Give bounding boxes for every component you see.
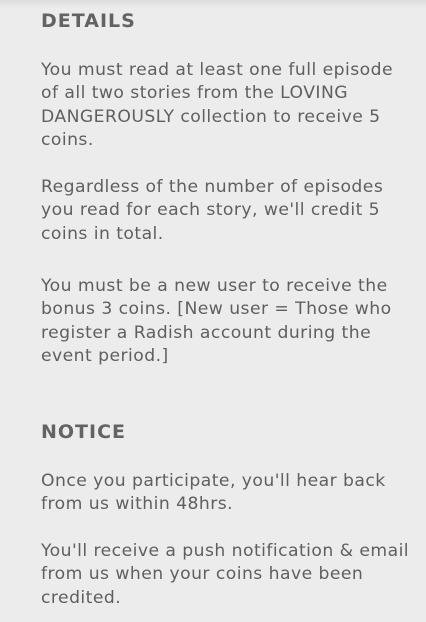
details-heading: DETAILS — [41, 10, 136, 32]
notice-paragraph-notification: You'll receive a push notification & email from us when your coins have been credited. — [41, 541, 410, 608]
notice-heading: NOTICE — [41, 421, 127, 443]
details-paragraph-new-user-bonus: You must be a new user to receive the bonus 3 coins. [New user = Those who register a Radish account during the event period.] — [41, 276, 392, 366]
details-paragraph-reading-requirement: You must read at least one full episode of all two stories from the LOVING DANGEROUSLY collection to receive 5 coins. — [41, 60, 393, 150]
notice-paragraph-response-time: Once you participate, you'll hear back from us within 48hrs. — [41, 471, 386, 515]
top-shadow-divider — [0, 0, 426, 8]
details-paragraph-coin-total: Regardless of the number of episodes you read for each story, we'll credit 5 coins in total. — [41, 177, 384, 244]
